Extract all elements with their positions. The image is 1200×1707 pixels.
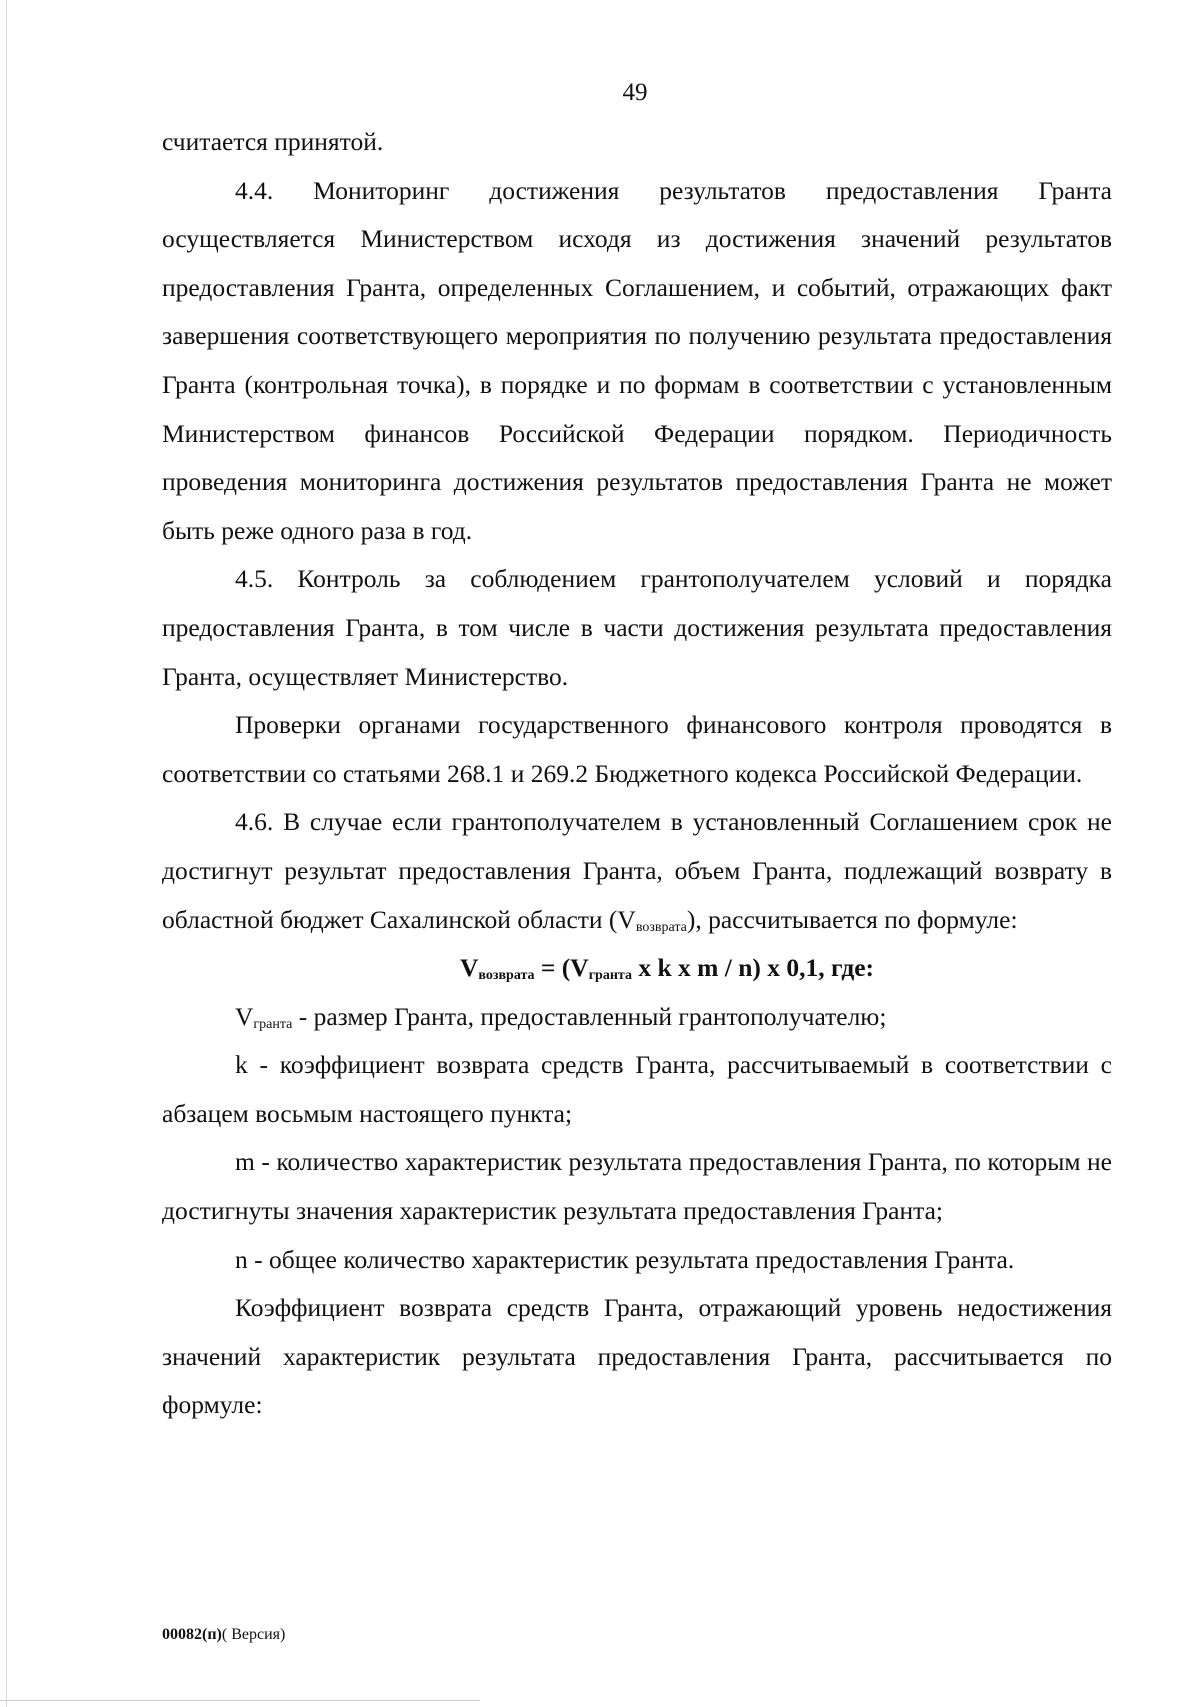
definition-var: k: [235, 1050, 248, 1080]
page-number: 49: [622, 79, 648, 106]
definition-var: m: [235, 1147, 255, 1177]
paragraph-continuation: считается принятой.: [162, 127, 384, 156]
formula-middle: = (V: [534, 953, 589, 983]
paragraph-4-6: [162, 798, 1112, 944]
definition-text: - общее количество характеристик результата предоставления Гранта.: [247, 1244, 1015, 1274]
definition-text: - размер Гранта, предоставленный грантополучателю;: [292, 1001, 887, 1031]
paragraph-4-4: 4.4. Мониторинг достижения результатов предоставления Гранта осуществляется Министерством исходя из достижения значений результатов предоставления Гранта, определенных Соглашением, и событий, отражающих факт завершения соответствующего мероприятия по получению результата предоставления Гранта (контрольная точка), в порядке и по формам в соответствии с установленным Министерством финансов Российской Федерации порядком. Периодичность проведения мониторинга достижения результатов предоставления Гранта не может быть реже одного раза в год.: [162, 175, 1112, 545]
document-version: ( Версия): [221, 1626, 286, 1643]
definition-text: - коэффициент возврата средств Гранта, рассчитываемый в соответствии с абзацем восьмым настоящего пункта;: [162, 1050, 1112, 1128]
paragraph-4-5: 4.5. Контроль за соблюдением грантополучателем условий и порядка предоставления Гранта, в том числе в части достижения результата предоставления Гранта, осуществляет Министерство.: [162, 564, 1112, 691]
definition-var: V: [235, 1001, 254, 1031]
paragraph-coefficient: Коэффициент возврата средств Гранта, отражающий уровень недостижения значений характеристик результата предоставления Гранта, рассчитывается по формуле:: [162, 1293, 1112, 1420]
return-formula: [162, 944, 1112, 993]
document-footer: [162, 1625, 285, 1645]
definition-var: n: [235, 1244, 248, 1274]
definition-v-grant: [162, 993, 1112, 1042]
paragraph-inspections: Проверки органами государственного финансового контроля проводятся в соответствии со статьями 268.1 и 269.2 Бюджетного кодекса Российской Федерации.: [162, 710, 1112, 788]
definition-n: [162, 1236, 1112, 1285]
document-body: [162, 118, 1112, 1430]
paragraph-4-6-text-b: ), рассчитывается по формуле:: [686, 904, 1018, 934]
formula-end: x k x m / n) x 0,1, где:: [631, 953, 875, 983]
formula-sub-return: возврата: [478, 968, 535, 984]
formula-v-return: V: [459, 953, 479, 983]
document-code: 00082(п): [162, 1626, 222, 1643]
definition-k: [162, 1041, 1112, 1138]
scan-bottom-line: [0, 1700, 480, 1701]
formula-sub-grant: гранта: [588, 968, 632, 984]
paragraph-4-6-subscript: возврата: [635, 919, 687, 935]
definition-text: - количество характеристик результата предоставления Гранта, по которым не достигнуты значения характеристик результата предоставления Гранта;: [162, 1147, 1112, 1226]
definition-m: [162, 1138, 1112, 1235]
definition-sub: гранта: [253, 1016, 293, 1032]
scan-margin-line: [6, 0, 7, 1707]
paragraph-4-6-text-a: 4.6. В случае если грантополучателем в установленный Соглашением срок не достигнут результат предоставления Гранта, объем Гранта, подлежащий возврату в областной бюджет Сахалинской области (V: [162, 807, 1112, 934]
